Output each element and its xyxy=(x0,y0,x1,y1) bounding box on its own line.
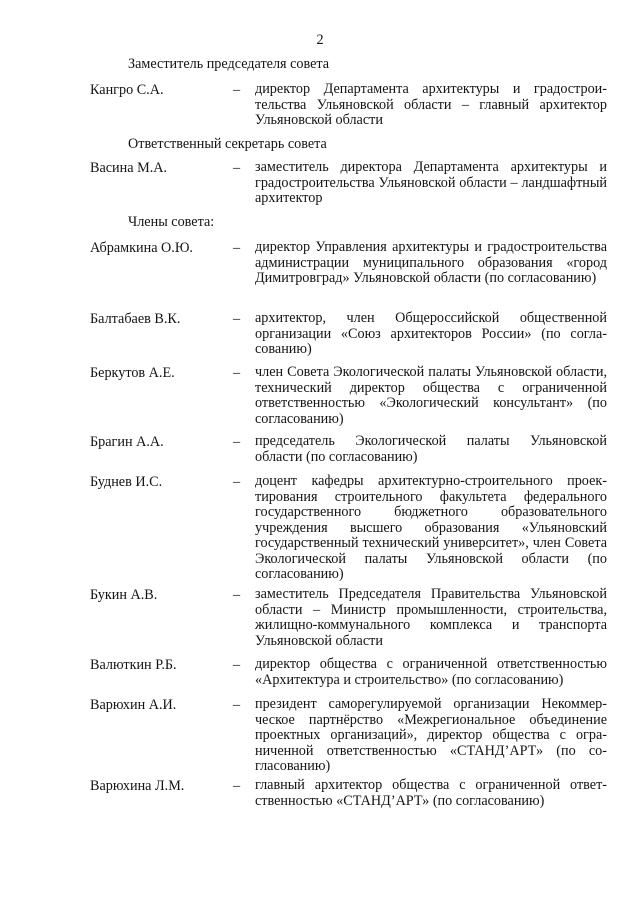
dash: – xyxy=(233,778,241,794)
member-name: Варюхин А.И. xyxy=(90,697,177,713)
member-position: заместитель Председателя Правительства Ульяновской области – Министр промышленности, строительства, жилищно-коммунального комплекса и транспорта Ульяновской области xyxy=(255,586,607,649)
entry-bukin xyxy=(90,587,610,667)
member-position: директор Управления архитектуры и градостроительства администрации муниципального образования «город Димитровград» Ульяновской области (по согласованию) xyxy=(255,239,607,286)
member-position: доцент кафедры архитектурно-строительного проектирования строительного факультета федерального государственного бюджетного образовательного учреждения высшего образования «Ульяновский государственный технический университет», член Совета Экологической палаты Ульяновской области (по согласованию) xyxy=(255,473,607,582)
section-deputy-chairman: Заместитель председателя совета xyxy=(128,56,330,72)
member-position: директор Департамента архитектуры и градостроительства Ульяновской области – главный архитектор Ульяновской области xyxy=(255,81,607,128)
member-name: Буднев И.С. xyxy=(90,474,163,490)
section-members: Члены совета: xyxy=(128,214,215,230)
entry-varyukhin xyxy=(90,697,610,777)
member-name: Кангро С.А. xyxy=(90,82,164,98)
member-position: председатель Экологической палаты Ульяновской области (по согласованию) xyxy=(255,433,607,465)
member-name: Валюткин Р.Б. xyxy=(90,657,177,673)
member-name: Брагин А.А. xyxy=(90,434,164,450)
dash: – xyxy=(233,657,241,673)
dash: – xyxy=(233,587,241,603)
dash: – xyxy=(233,697,241,713)
member-position: директор общества с ограниченной ответственностью «Архитектура и строительство» (по согласованию) xyxy=(255,656,607,688)
page-number: 2 xyxy=(316,32,324,48)
member-position: президент саморегулируемой организации Некоммерческое партнёрство «Межрегиональное объединение проектных организаций», директор общества с ограниченной ответственностью «СТАНД’АРТ» (по согласованию) xyxy=(255,696,607,774)
entry-budnev xyxy=(90,473,610,582)
member-name: Балтабаев В.К. xyxy=(90,311,181,327)
member-name: Букин А.В. xyxy=(90,587,158,603)
entry-abramkina xyxy=(90,240,610,320)
dash: – xyxy=(233,434,241,450)
member-name: Абрамкина О.Ю. xyxy=(90,240,193,256)
member-position: главный архитектор общества с ограниченной ответственностью «СТАНД’АРТ» (по согласованию) xyxy=(255,777,607,809)
member-position: член Совета Экологической палаты Ульяновской области, технический директор общества с ограниченной ответственностью «Экологический консультант» (по согласованию) xyxy=(255,364,607,427)
dash: – xyxy=(233,160,241,176)
section-secretary: Ответственный секретарь совета xyxy=(128,136,327,152)
member-name: Васина М.А. xyxy=(90,160,168,176)
member-name: Беркутов А.Е. xyxy=(90,365,175,381)
dash: – xyxy=(233,82,241,98)
member-position: архитектор, член Общероссийской общественной организации «Союз архитекторов России» (по согласованию) xyxy=(255,310,607,357)
member-name: Варюхина Л.М. xyxy=(90,778,185,794)
dash: – xyxy=(233,365,241,381)
dash: – xyxy=(233,311,241,327)
dash: – xyxy=(233,474,241,490)
member-position: заместитель директора Департамента архитектуры и градостроительства Ульяновской области – ландшафтный архитектор xyxy=(255,159,607,206)
dash: – xyxy=(233,240,241,256)
entry-varyukhina xyxy=(90,778,610,858)
